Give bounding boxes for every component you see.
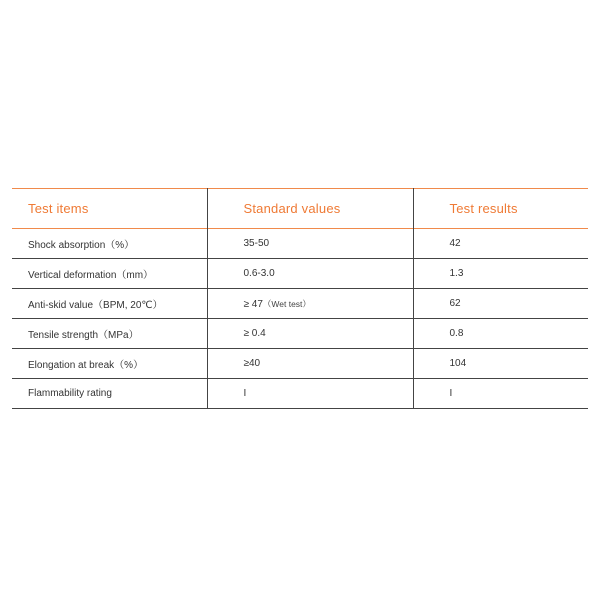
test-result-cell: 62 — [413, 289, 588, 319]
table-row — [12, 229, 588, 259]
standard-value-cell — [207, 229, 413, 259]
table-body — [12, 229, 588, 409]
standard-value-cell — [207, 379, 413, 409]
standard-value: ≥40 — [243, 358, 261, 369]
standard-value: ≥ 0.4 — [243, 328, 266, 339]
test-result-cell: 0.8 — [413, 319, 588, 349]
table-row — [12, 349, 588, 379]
test-item-cell: Shock absorption（%） — [12, 229, 207, 259]
test-item-cell: Tensile strength（MPa） — [12, 319, 207, 349]
standard-value: 0.6-3.0 — [243, 268, 275, 279]
test-result-cell: I — [413, 379, 588, 409]
standard-value-cell — [207, 349, 413, 379]
table-row — [12, 259, 588, 289]
standard-value-cell — [207, 289, 413, 319]
standard-value-cell — [207, 319, 413, 349]
test-item-cell: Flammability rating — [12, 379, 207, 409]
header-test-results: Test results — [413, 189, 588, 229]
test-result-cell: 104 — [413, 349, 588, 379]
table-row — [12, 289, 588, 319]
test-result-cell: 1.3 — [413, 259, 588, 289]
header-test-items: Test items — [28, 201, 89, 216]
test-item-cell: Vertical deformation（mm） — [12, 259, 207, 289]
standard-value: I — [243, 388, 247, 399]
test-item-cell: Elongation at break（%） — [12, 349, 207, 379]
standard-value-cell — [207, 259, 413, 289]
test-results-table — [12, 188, 588, 409]
standard-note: （Wet test） — [262, 298, 311, 309]
table-row — [12, 319, 588, 349]
standard-value: 35-50 — [243, 238, 270, 249]
test-result-cell: 42 — [413, 229, 588, 259]
test-item-cell: Anti-skid value（BPM, 20℃） — [12, 289, 207, 319]
header-standard-values: Standard values — [207, 189, 413, 229]
header-row — [12, 189, 588, 229]
table-row — [12, 379, 588, 409]
standard-value: ≥ 47 — [243, 298, 263, 310]
table-header — [12, 189, 588, 229]
